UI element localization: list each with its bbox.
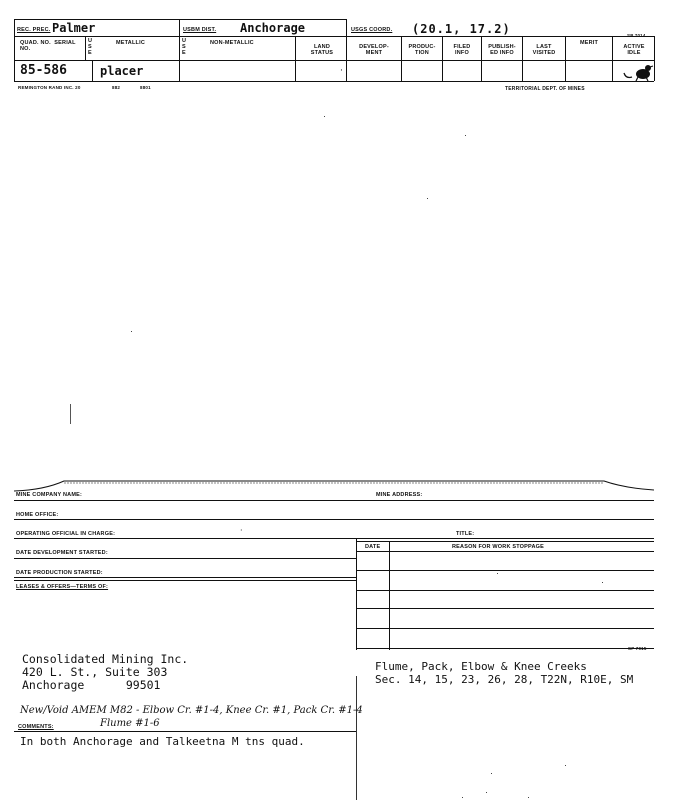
company-street: 420 L. St., Suite 303 [22,665,168,679]
printer-note: REMINGTON RAND INC. 20 [18,85,81,90]
territorial-dept: TERRITORIAL DEPT. OF MINES [505,86,585,92]
last-visited-label: LAST VISITED [532,44,556,56]
merit-label: MERIT [579,40,599,46]
date-label: DATE [365,544,381,550]
company-city: Anchorage 99501 [22,678,161,692]
tick-mark: · [240,526,243,535]
printer-code-2: 8801 [140,85,151,90]
creeks-names: Flume, Pack, Elbow & Knee Creeks [375,660,587,673]
active-idle-label: ACTIVE IDLE [623,44,645,56]
metallic-label: METALLIC [116,40,145,46]
production-label: PRODUC-TION [408,44,436,56]
comments-value: In both Anchorage and Talkeetna M tns quad. [20,735,305,748]
use-letters-2: U S E [182,38,187,56]
non-metallic-label: NON-METALLIC [210,40,254,46]
rec-prec-value: Palmer [52,21,96,35]
date-development-label: DATE DEVELOPMENT STARTED: [16,550,108,556]
active-idle-icon [620,63,654,85]
company-block [22,653,188,692]
home-office-label: HOME OFFICE: [16,512,59,518]
leases-label: LEASES & OFFERS—TERMS OF: [16,584,109,590]
operating-official-label: OPERATING OFFICIAL IN CHARGE: [16,531,116,537]
handwritten-flume: Flume #1-6 [100,718,160,729]
company-name: Consolidated Mining Inc. [22,652,189,666]
printer-code-1: 882 [112,85,121,90]
creeks-block [375,660,633,686]
filed-info-label: FILED INFO [453,44,471,56]
land-status-tick: · [340,66,343,76]
land-status-label: LAND STATUS [310,44,334,56]
handwritten-claims: New/Void AMEM M82 - Elbow Cr. #1-4, Knee Cr. #1, Pack Cr. #1-4 [20,705,363,716]
card-top-border [14,478,654,494]
usgs-coord-label: USGS COORD. [351,27,393,33]
comments-label: COMMENTS: [18,724,54,730]
creeks-sections: Sec. 14, 15, 23, 26, 28, T22N, R10E, SM [375,673,634,686]
mine-company-label: MINE COMPANY NAME: [16,492,83,498]
reason-label: REASON FOR WORK STOPPAGE [452,544,544,550]
mine-address-label: MINE ADDRESS: [376,492,423,498]
form-number-2: SP 7015 [628,646,647,651]
metallic-value: placer [100,64,144,78]
usgs-coord-value: (20.1, 17.2) [412,22,511,36]
rec-prec-label: REC. PREC. [17,27,51,33]
scan-mark [70,404,71,424]
quad-serial-label: QUAD. NO. SERIAL NO. [20,40,76,52]
usbm-dist-value: Anchorage [240,21,306,35]
title-label: TITLE: [456,531,475,537]
usbm-dist-label: USBM DIST. [183,27,217,33]
development-label: DEVELOP-MENT [359,44,389,56]
use-letters: U S E [88,38,93,56]
quad-serial-value: 85-586 [20,63,67,78]
date-production-label: DATE PRODUCTION STARTED: [16,570,103,576]
published-info-label: PUBLISH-ED INFO [488,44,516,56]
